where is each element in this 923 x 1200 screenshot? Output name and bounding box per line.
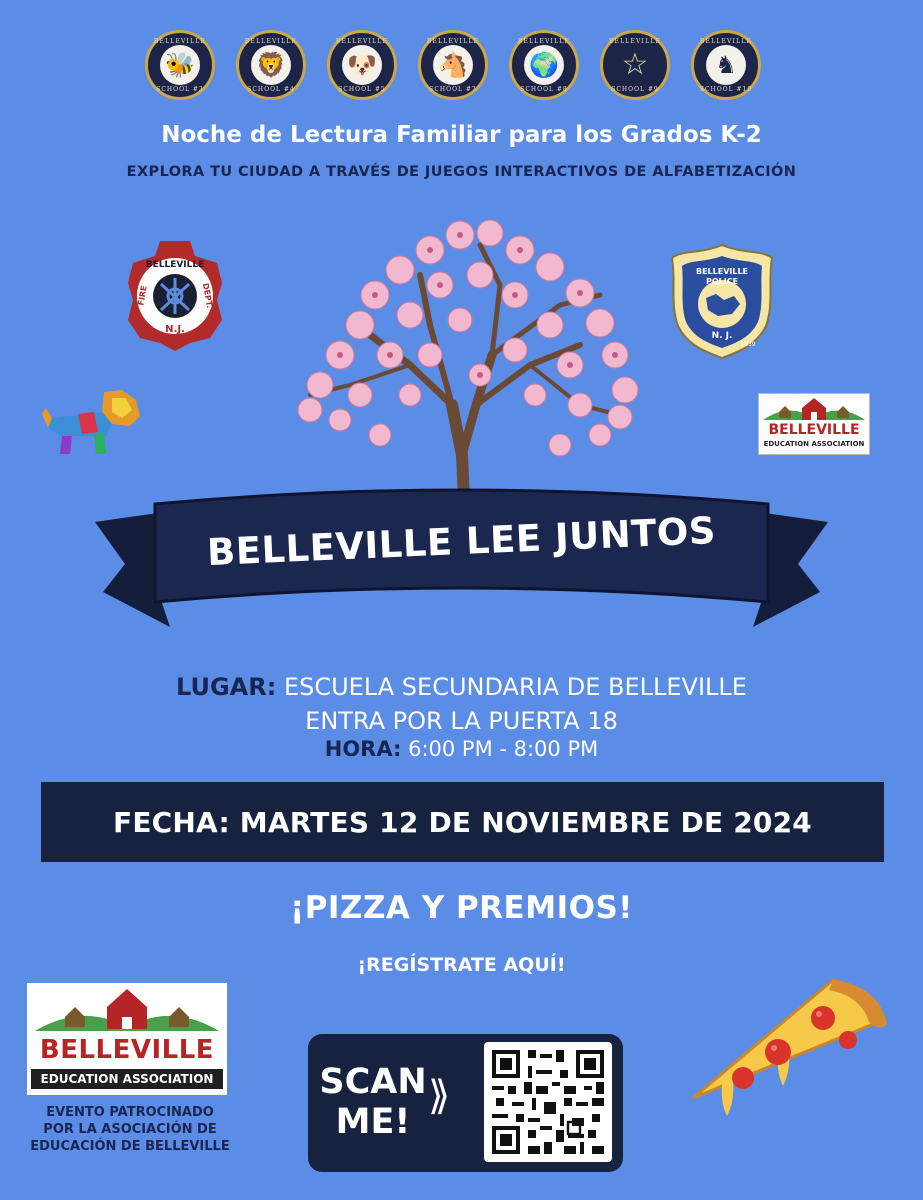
banner-title: BELLEVILLE LEE JUNTOS <box>206 508 717 575</box>
scan-me-label <box>318 1062 428 1142</box>
horse-icon: 🐴 <box>433 45 473 85</box>
entrance-note: ENTRA POR LA PUERTA 18 <box>305 707 618 735</box>
school-seal <box>600 30 670 100</box>
seal-bottom-text: SCHOOL #4 <box>247 86 295 93</box>
seal-top-text: BELLEVILLE <box>517 38 571 45</box>
knight-icon: ♞ <box>706 45 746 85</box>
page-title: Noche de Lectura Familiar para los Grados K-2 <box>161 122 762 148</box>
bee-icon: 🐝 <box>160 45 200 85</box>
registration-qr-code[interactable] <box>484 1042 612 1162</box>
pizza-slice-icon <box>683 960 895 1120</box>
location-label: LUGAR: <box>176 673 277 701</box>
fire-badge-left: FIRE <box>136 284 149 307</box>
seal-top-text: BELLEVILLE <box>699 38 753 45</box>
event-time <box>0 737 923 761</box>
page-subtitle: EXPLORA TU CIUDAD A TRAVÉS DE JUEGOS INTERACTIVOS DE ALFABETIZACIÓN <box>126 164 797 180</box>
globe-icon: 🌍 <box>524 45 564 85</box>
school-seal <box>509 30 579 100</box>
location-value: ESCUELA SECUNDARIA DE BELLEVILLE <box>283 673 747 701</box>
school-seal <box>145 30 215 100</box>
event-date: FECHA: MARTES 12 DE NOVIEMBRE DE 2024 <box>113 805 812 839</box>
register-here-text: ¡REGÍSTRATE AQUÍ! <box>357 954 566 976</box>
time-value: 6:00 PM - 8:00 PM <box>408 737 599 761</box>
school-seal <box>691 30 761 100</box>
lion-icon: 🦁 <box>251 45 291 85</box>
sponsor-line: EDUCACIÓN DE BELLEVILLE <box>30 1139 230 1154</box>
chevron-right-icon: ⟫ <box>428 1073 451 1119</box>
police-badge-sub: POLICE <box>705 277 739 286</box>
school-seal <box>236 30 306 100</box>
bea-logo-small <box>758 393 870 455</box>
fire-badge-bottom: N.J. <box>165 324 185 335</box>
bea-small-sub: EDUCATION ASSOCIATION <box>763 440 865 448</box>
seal-bottom-text: SCHOOL #10 <box>699 86 753 93</box>
seal-bottom-text: SCHOOL #7 <box>429 86 477 93</box>
seal-bottom-text: SCHOOL #9 <box>611 86 659 93</box>
seal-top-text: BELLEVILLE <box>426 38 480 45</box>
sponsor-line: POR LA ASOCIACIÓN DE <box>43 1122 217 1137</box>
seal-bottom-text: SCHOOL #3 <box>156 86 204 93</box>
event-location <box>0 670 923 738</box>
police-badge-bottom: N. J. <box>711 331 733 341</box>
fire-dept-badge <box>125 238 225 353</box>
bea-large-sub: EDUCATION ASSOCIATION <box>31 1069 223 1089</box>
school-seal <box>327 30 397 100</box>
school-seal <box>418 30 488 100</box>
police-badge <box>668 242 776 360</box>
seal-bottom-text: SCHOOL #8 <box>520 86 568 93</box>
fire-badge-right: DEPT. <box>200 282 215 309</box>
schoolhouse-icon <box>27 983 227 1035</box>
sponsor-note <box>10 1104 250 1155</box>
qr-code-icon <box>484 1042 612 1162</box>
scan-line: ME! <box>335 1102 411 1142</box>
rainbow-lion-icon <box>42 388 142 456</box>
time-label: HORA: <box>324 737 402 761</box>
seal-bottom-text: SCHOOL #5 <box>338 86 386 93</box>
bea-small-name: BELLEVILLE <box>768 422 860 438</box>
bea-large-name: BELLEVILLE <box>39 1035 215 1065</box>
seal-top-text: BELLEVILLE <box>335 38 389 45</box>
schoolhouse-icon <box>759 394 869 424</box>
sponsor-line: EVENTO PATROCINADO <box>46 1105 214 1120</box>
event-date-box <box>41 782 884 862</box>
seal-top-text: BELLEVILLE <box>608 38 662 45</box>
seal-top-text: BELLEVILLE <box>244 38 298 45</box>
police-badge-year: 1839 <box>740 341 756 348</box>
bea-logo-large <box>27 983 227 1095</box>
scan-line: SCAN <box>319 1062 427 1102</box>
bulldog-icon: 🐶 <box>342 45 382 85</box>
pizza-prizes-heading: ¡PIZZA Y PREMIOS! <box>290 890 633 926</box>
star-icon: ☆ <box>615 45 655 85</box>
fire-badge-top: BELLEVILLE <box>145 260 205 270</box>
police-badge-top: BELLEVILLE <box>695 267 749 276</box>
seal-top-text: BELLEVILLE <box>153 38 207 45</box>
